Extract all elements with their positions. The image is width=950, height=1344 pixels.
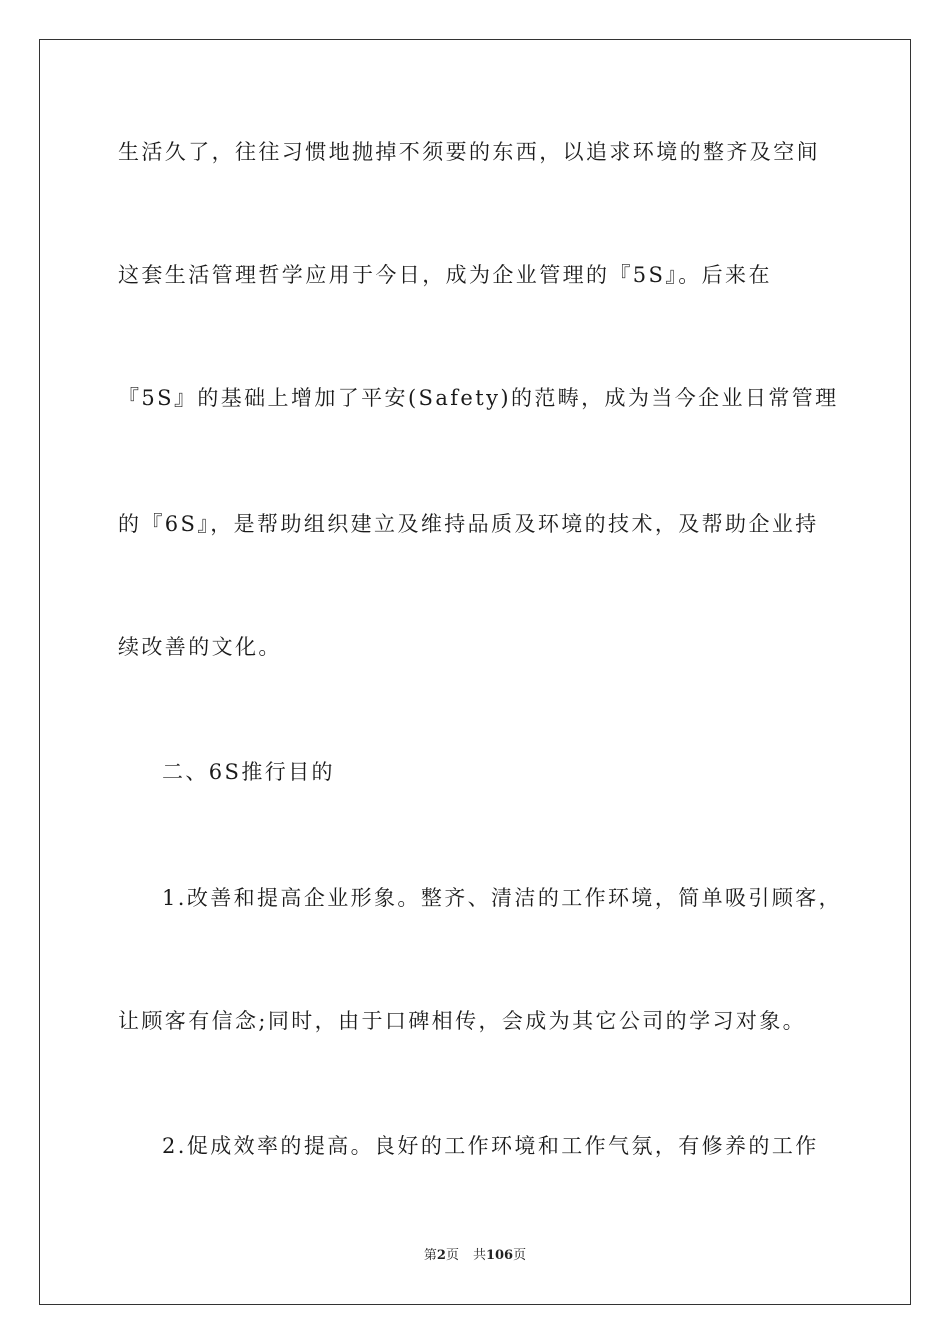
total-suffix: 页 bbox=[513, 1248, 527, 1263]
total-prefix: 共 bbox=[472, 1248, 486, 1263]
section-heading: 二、6S推行目的 bbox=[162, 760, 335, 784]
page-prefix: 第 bbox=[423, 1248, 437, 1263]
page-footer bbox=[0, 1247, 950, 1265]
text-line-8: 让顾客有信念;同时，由于口碑相传，会成为其它公司的学习对象。 bbox=[118, 1009, 807, 1033]
text-line-1: 生活久了，往往习惯地抛掉不须要的东西，以追求环境的整齐及空间 bbox=[118, 140, 820, 164]
text-line-9: 2.促成效率的提高。良好的工作环境和工作气氛，有修养的工作 bbox=[162, 1134, 819, 1158]
text-line-3: 『5S』的基础上增加了平安(Safety)的范畴，成为当今企业日常管理 bbox=[118, 386, 839, 410]
text-line-2: 这套生活管理哲学应用于今日，成为企业管理的『5S』。后来在 bbox=[118, 263, 772, 287]
page-suffix: 页 bbox=[445, 1248, 459, 1263]
text-line-7: 1.改善和提高企业形象。整齐、清洁的工作环境，简单吸引顾客， bbox=[162, 886, 843, 910]
total-pages: 106 bbox=[485, 1248, 514, 1263]
page-number: 2 bbox=[436, 1248, 446, 1263]
text-line-4: 的『6S』，是帮助组织建立及维持品质及环境的技术，及帮助企业持 bbox=[118, 512, 819, 536]
text-line-5: 续改善的文化。 bbox=[118, 635, 282, 659]
page-frame bbox=[39, 39, 911, 1305]
